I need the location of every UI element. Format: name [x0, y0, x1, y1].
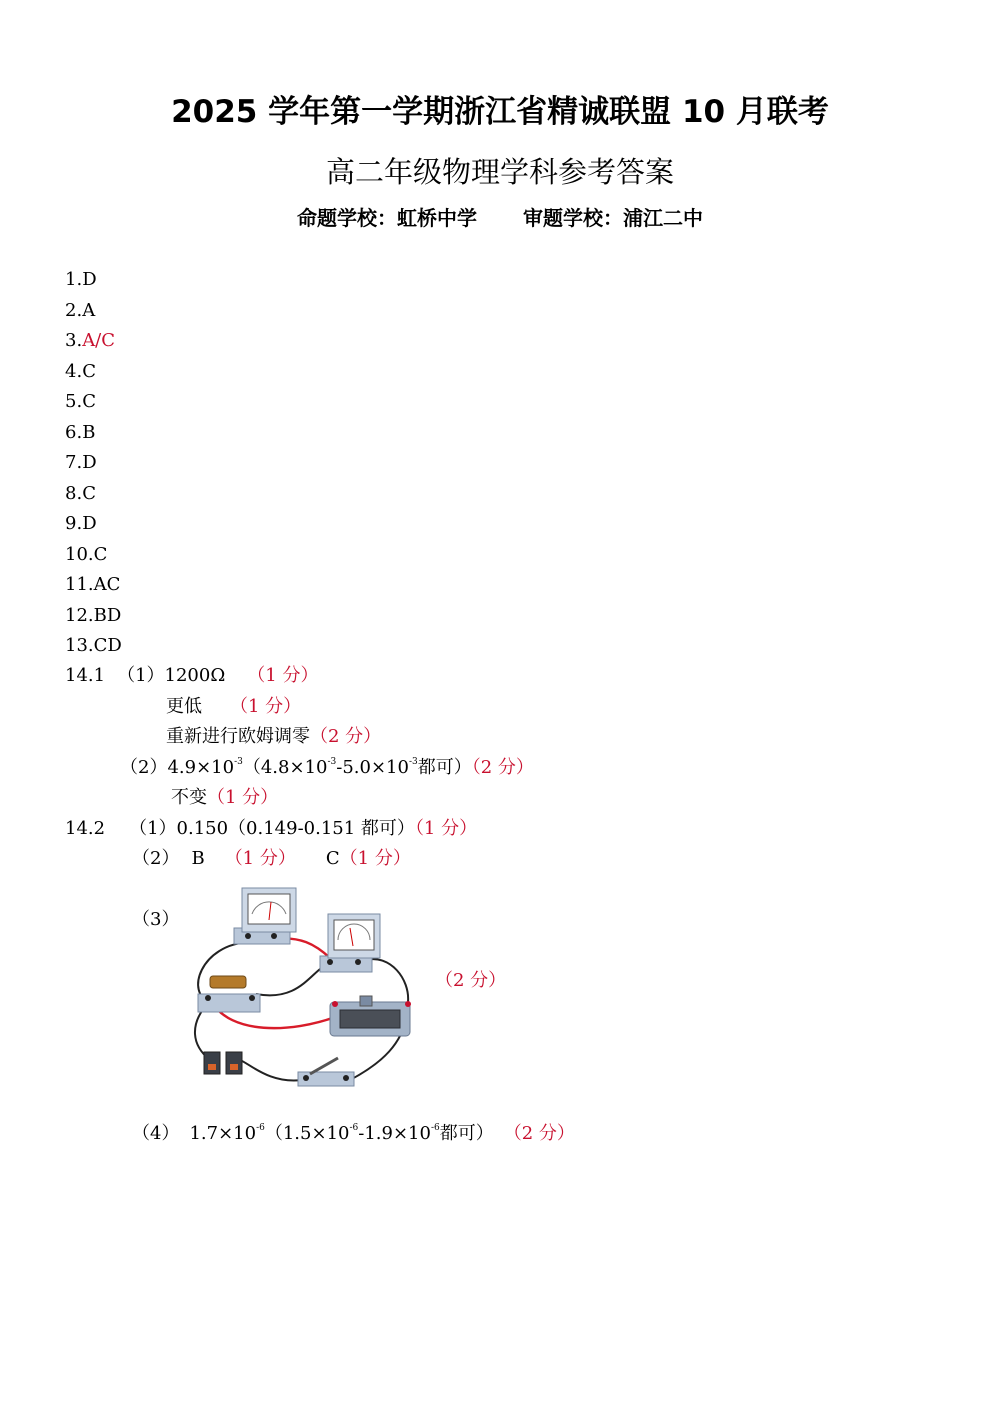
q14-2-part2: （2） B （1 分） C（1 分） — [132, 848, 411, 869]
q14-1-part1: 14.1 （1）1200Ω （1 分） — [65, 665, 319, 686]
answer-subtitle: 高二年级物理学科参考答案 — [325, 155, 674, 189]
q14-1-part2b: 不变（1 分） — [171, 787, 279, 808]
answer-2: 2.A — [65, 300, 96, 321]
answer-11: 11.AC — [65, 574, 121, 595]
answer-6: 6.B — [65, 422, 96, 443]
q14-1-part1b: 更低 （1 分） — [166, 696, 302, 717]
answer-4: 4.C — [65, 361, 96, 382]
voltmeter — [320, 914, 380, 972]
q14-1-part2: $(2)4.9\times 10^{-3}(4.8\times 10^{-3}-5.0\times 10^{-3}$都可）（2 分） — [120, 757, 534, 778]
wire-resistor-to-voltmeter — [256, 962, 330, 995]
answer-12: 12.BD — [65, 605, 122, 626]
q14-2-part3-score: （2 分） — [435, 970, 507, 991]
exam-title: 2025 学年第一学期浙江省精诚联盟 10 月联考 — [171, 94, 829, 130]
answer-10: 10.C — [65, 544, 108, 565]
rheostat — [330, 996, 411, 1036]
answer-7: 7.D — [65, 452, 97, 473]
switch — [298, 1058, 354, 1086]
answer-1: 1.D — [65, 269, 97, 290]
answer-5: 5.C — [65, 391, 96, 412]
setter-school: 命题学校：虹桥中学 — [297, 206, 477, 230]
answer-8: 8.C — [65, 483, 96, 504]
q14-2-part4: （4） $1.7\times 10^{-6}(1.5\times 10^{-6}-1.9\times 10^{-6}$都可） （2 分） — [132, 1123, 575, 1144]
circuit-diagram — [190, 884, 430, 1104]
wire-ammeter-to-resistor — [198, 942, 250, 1002]
answer-13: 13.CD — [65, 635, 122, 656]
battery — [204, 1052, 242, 1074]
resistor — [198, 976, 260, 1012]
q14-2-part1: 14.2 （1）0.150（0.149-0.151 都可）（1 分） — [65, 818, 478, 839]
q14-1-part1c: 重新进行欧姆调零（2 分） — [166, 726, 382, 747]
answer-9: 9.D — [65, 513, 97, 534]
reviewer-school: 审题学校：浦江二中 — [523, 206, 703, 230]
q14-2-part3-tag: （3） — [132, 909, 180, 930]
answer-3: 3.A/C — [65, 330, 116, 351]
school-info — [0, 204, 1000, 232]
wire-switch-to-battery — [240, 1060, 302, 1081]
ammeter — [234, 888, 296, 944]
